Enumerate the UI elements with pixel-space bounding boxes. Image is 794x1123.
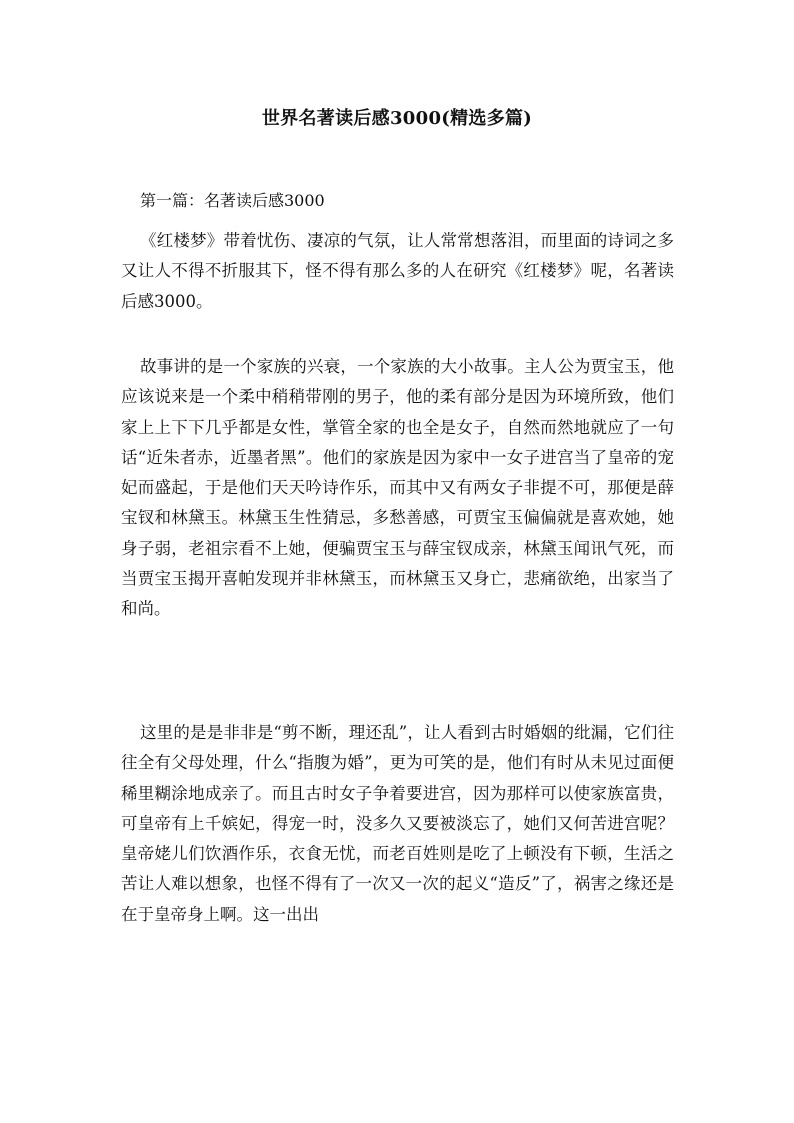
paragraph-3: 这里的是是非非是“剪不断，理还乱”，让人看到古时婚姻的纰漏，它们往往全有父母处理，什么“指腹为婚”，更为可笑的是，他们有时从未见过面便稀里糊涂地成亲了。而且古时女子争着要进宫，因为那样可以使家族富贵，可皇帝有上千嫔妃，得宠一时，没多久又要被淡忘了，她们又何苦进宫呢？皇帝姥儿们饮酒作乐，衣食无忧，而老百姓则是吃了上顿没有下顿，生活之苦让人难以想象，也怪不得有了一次又一次的起义“造反”了，祸害之缘还是在于皇帝身上啊。这一出出 bbox=[121, 723, 674, 924]
paragraph-1: 《红楼梦》带着忧伤、凄凉的气氛，让人常常想落泪，而里面的诗词之多又让人不得不折服其下，怪不得有那么多的人在研究《红楼梦》呢，名著读后感3000。 bbox=[121, 231, 674, 311]
section-heading: 第一篇：名著读后感3000 bbox=[140, 191, 325, 210]
paragraph-2: 故事讲的是一个家族的兴衰，一个家族的大小故事。主人公为贾宝玉，他应该说来是一个柔中稍稍带刚的男子，他的柔有部分是因为环境所致，他们家上上下下几乎都是女性，掌管全家的也全是女子，自然而然地就应了一句话“近朱者赤，近墨者黑”。他们的家族是因为家中一女子进宫当了皇帝的宠妃而盛起，于是他们天天吟诗作乐，而其中又有两女子非提不可，那便是薛宝钗和林黛玉。林黛玉生性猜忌，多愁善感，可贾宝玉偏偏就是喜欢她，她身子弱，老祖宗看不上她，便骗贾宝玉与薛宝钗成亲，林黛玉闻讯气死，而当贾宝玉揭开喜帕发现并非林黛玉，而林黛玉又身亡，悲痛欲绝，出家当了和尚。 bbox=[121, 357, 674, 619]
document-title: 世界名著读后感3000(精选多篇) bbox=[261, 108, 533, 129]
